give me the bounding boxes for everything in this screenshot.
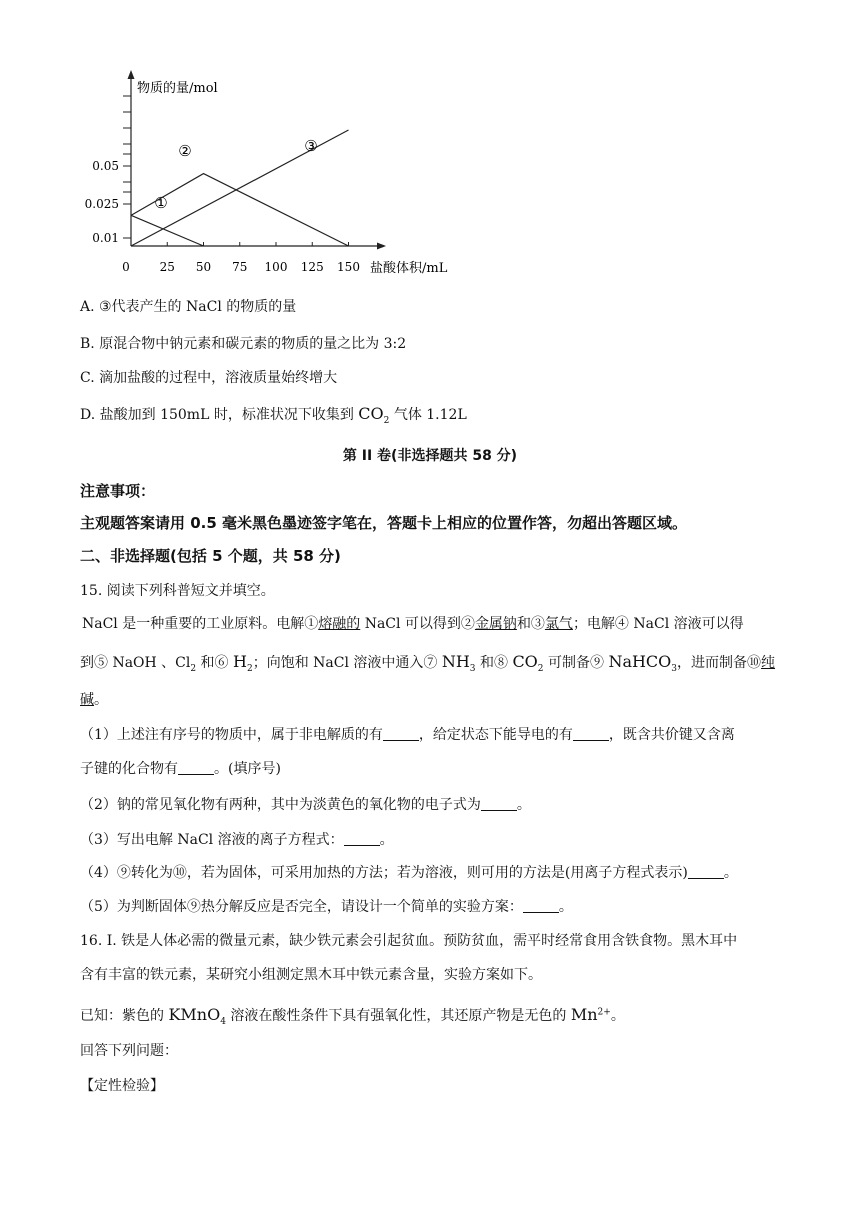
- y-tick-label: 0.025: [84, 197, 119, 211]
- series-label-1: ①: [154, 194, 168, 212]
- answer-blank: [344, 831, 380, 846]
- origin-label: 0: [122, 260, 130, 274]
- option-d-pre: D. 盐酸加到 150mL 时，标准状况下收集到: [80, 407, 359, 423]
- q15-sub1-line2: 子键的化合物有 。(填序号): [80, 761, 281, 777]
- y-axis-arrow: [128, 70, 135, 79]
- x-tick-label: 100: [264, 260, 288, 274]
- part-heading: 二、非选择题(包括 5 个题，共 58 分): [80, 547, 341, 565]
- x-tick-label: 150: [337, 260, 360, 274]
- notice-body: 主观题答案请用 0.5 毫米黑色墨迹签字笔在，答题卡上相应的位置作答，勿超出答题区域。: [80, 514, 688, 532]
- x-tick-label: 125: [300, 260, 324, 274]
- series-label-3: ③: [304, 137, 318, 155]
- q15-para-line1: NaCl 是一种重要的工业原料。电解①熔融的 NaCl 可以得到②金属钠和③氯气；电解④ NaCl 溶液可以得: [82, 616, 744, 632]
- answer-blank: [383, 726, 419, 741]
- q15-stem: 15. 阅读下列科普短文并填空。: [80, 583, 275, 599]
- x-tick-label: 75: [232, 260, 248, 274]
- q16-line5: 【定性检验】: [80, 1078, 164, 1094]
- x-axis-arrow: [377, 243, 386, 250]
- q16-line1: 16. I. 铁是人体必需的微量元素，缺少铁元素会引起贫血。预防贫血，需平时经常食用含铁食物。黑木耳中: [80, 933, 738, 949]
- y-tick-label: 0.05: [92, 159, 119, 173]
- section-title: 第 II 卷(非选择题共 58 分): [342, 448, 518, 464]
- q15-sub3: （3）写出电解 NaCl 溶液的离子方程式： 。: [80, 832, 394, 848]
- q15-sub5: （5）为判断固体⑨热分解反应是否完全，请设计一个简单的实验方案： 。: [80, 899, 573, 915]
- option-c: C. 滴加盐酸的过程中，溶液质量始终增大: [80, 370, 338, 386]
- option-b: B. 原混合物中钠元素和碳元素的物质的量之比为 3:2: [80, 336, 407, 352]
- answer-blank: [573, 726, 609, 741]
- q15-sub2: （2）钠的常见氧化物有两种，其中为淡黄色的氧化物的电子式为 。: [80, 797, 531, 813]
- x-axis-label: 盐酸体积/mL: [370, 261, 448, 276]
- answer-blank: [523, 898, 559, 913]
- answer-blank: [178, 760, 214, 775]
- series-label-2: ②: [178, 142, 192, 160]
- q16-line4: 回答下列问题：: [80, 1043, 178, 1059]
- option-d: [80, 404, 467, 425]
- notice-heading: 注意事项：: [80, 482, 156, 500]
- q15-sub1-line1: （1）上述注有序号的物质中，属于非电解质的有 ，给定状态下能导电的有 ，既含共价键又含离: [80, 727, 735, 743]
- q16-line3: 已知：紫色的 KMnO$_4$ 溶液在酸性条件下具有强氧化性，其还原产物是无色的 $Mn^{2+}$。: [80, 1005, 625, 1027]
- series-line-1: [131, 215, 204, 246]
- q15-sub4: （4）⑨转化为⑩，若为固体，可采用加热的方法；若为溶液，则可用的方法是(用离子方程式表示) 。: [80, 865, 738, 881]
- x-tick-label: 25: [159, 260, 175, 274]
- x-tick-label: 50: [195, 260, 212, 274]
- q15-para-line2: 到⑤ NaOH 、$Cl_2$ 和⑥ $H_2$；向饱和 NaCl 溶液中通入⑦ $NH_3$ 和⑧ $CO_2$ 可制备⑨ NaHCO$_3$，进而制备⑩纯: [80, 652, 776, 674]
- mole-vs-hcl-chart: [80, 66, 470, 278]
- answer-blank: [688, 864, 724, 879]
- q15-para-line3: 碱。: [80, 692, 108, 708]
- answer-blank: [481, 796, 517, 811]
- q16-line2: 含有丰富的铁元素，某研究小组测定黑木耳中铁元素含量，实验方案如下。: [80, 967, 542, 983]
- option-a: A. ③代表产生的 NaCl 的物质的量: [80, 299, 297, 315]
- y-axis-label: 物质的量/mol: [137, 81, 218, 96]
- co2-formula: $CO_2$: [358, 404, 390, 427]
- option-d-post: 气体 1.12L: [389, 407, 467, 423]
- y-tick-label: 0.01: [92, 231, 119, 245]
